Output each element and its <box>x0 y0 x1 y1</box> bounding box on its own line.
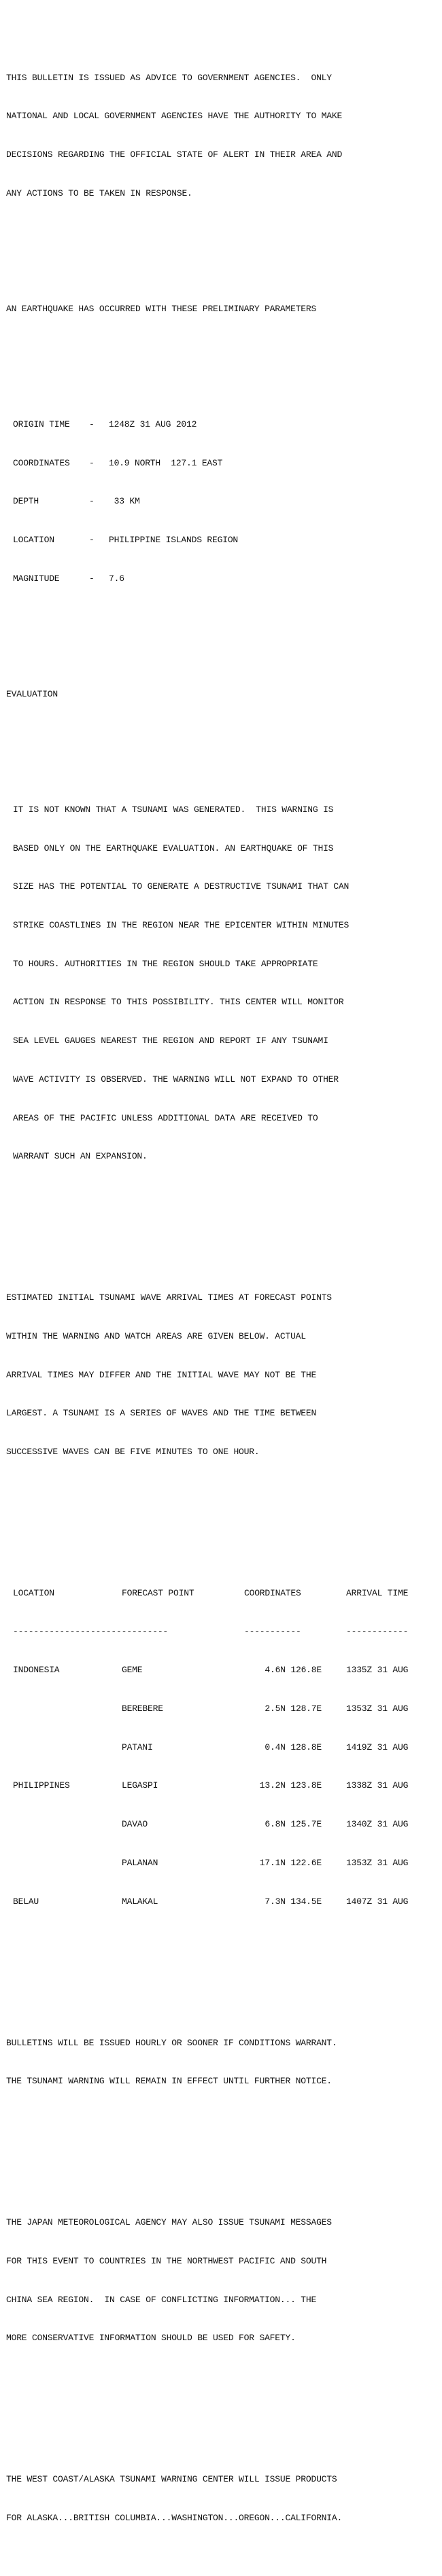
arrival-intro-line: SUCCESSIVE WAVES CAN BE FIVE MINUTES TO ONE HOUR. <box>6 1447 260 1458</box>
blank-line <box>6 1960 439 1973</box>
jma-note-line: FOR THIS EVENT TO COUNTRIES IN THE NORTHWEST PACIFIC AND SOUTH <box>6 2255 327 2266</box>
jma-note-line: THE JAPAN METEOROLOGICAL AGENCY MAY ALSO ISSUE TSUNAMI MESSAGES <box>6 2217 332 2228</box>
cell-arrival-time: 1338Z 31 AUG <box>346 1780 409 1791</box>
cell-coordinates: 6.8N 125.7E <box>265 1819 322 1830</box>
rule-location-point: ------------------------------ <box>13 1626 169 1637</box>
cell-coordinates: 0.4N 128.8E <box>265 1742 322 1752</box>
parameters-block <box>6 393 439 611</box>
cell-coordinates: 4.6N 126.8E <box>265 1665 322 1676</box>
table-row <box>6 1780 439 1793</box>
cell-arrival-time: 1335Z 31 AUG <box>346 1665 409 1676</box>
parameter-dash: - <box>89 457 95 468</box>
intro-line: THIS BULLETIN IS ISSUED AS ADVICE TO GOVERNMENT AGENCIES. ONLY <box>6 72 332 83</box>
jma-note-line: CHINA SEA REGION. IN CASE OF CONFLICTING INFORMATION... THE <box>6 2294 317 2305</box>
parameter-label: MAGNITUDE <box>13 573 60 584</box>
column-header-forecast-point: FORECAST POINT <box>122 1587 194 1598</box>
quake-header: AN EARTHQUAKE HAS OCCURRED WITH THESE PRELIMINARY PARAMETERS <box>6 303 317 314</box>
table-rule-row <box>6 1626 439 1639</box>
table-row <box>6 1896 439 1909</box>
cell-forecast-point: DAVAO <box>122 1819 148 1830</box>
evaluation-line: SIZE HAS THE POTENTIAL TO GENERATE A DESTRUCTIVE TSUNAMI THAT CAN <box>13 881 350 892</box>
arrival-intro-line: ESTIMATED INITIAL TSUNAMI WAVE ARRIVAL TIMES AT FORECAST POINTS <box>6 1292 332 1303</box>
parameter-value: 1248Z 31 AUG 2012 <box>109 419 197 429</box>
blank-line <box>6 1215 439 1228</box>
cell-coordinates: 13.2N 123.8E <box>259 1780 322 1791</box>
jma-note-line: MORE CONSERVATIVE INFORMATION SHOULD BE USED FOR SAFETY. <box>6 2333 296 2344</box>
cell-forecast-point: PALANAN <box>122 1857 158 1868</box>
cell-arrival-time: 1353Z 31 AUG <box>346 1857 409 1868</box>
cell-forecast-point: BEREBERE <box>122 1704 163 1714</box>
cell-coordinates: 17.1N 122.6E <box>259 1857 322 1868</box>
parameter-value: PHILIPPINE ISLANDS REGION <box>109 535 239 545</box>
table-row <box>6 1742 439 1754</box>
blank-line <box>6 2397 439 2410</box>
cell-forecast-point: GEME <box>122 1665 143 1676</box>
intro-line: DECISIONS REGARDING THE OFFICIAL STATE OF ALERT IN THEIR AREA AND <box>6 149 343 160</box>
parameter-dash: - <box>89 496 95 507</box>
intro-line: NATIONAL AND LOCAL GOVERNMENT AGENCIES HAVE THE AUTHORITY TO MAKE <box>6 111 343 122</box>
rule-coordinates: ----------- <box>244 1626 301 1637</box>
evaluation-header: EVALUATION <box>6 688 58 699</box>
table-row <box>6 1818 439 1831</box>
parameter-row <box>6 534 439 547</box>
cell-arrival-time: 1340Z 31 AUG <box>346 1819 409 1830</box>
parameter-dash: - <box>89 419 95 429</box>
parameter-label: DEPTH <box>13 496 39 507</box>
evaluation-line: ACTION IN RESPONSE TO THIS POSSIBILITY. THIS CENTER WILL MONITOR <box>13 997 344 1008</box>
wcatwc-note <box>6 2448 439 2550</box>
rule-arrival-time: ------------ <box>346 1626 409 1637</box>
bulletins-note-line: BULLETINS WILL BE ISSUED HOURLY OR SOONER IF CONDITIONS WARRANT. <box>6 2037 337 2048</box>
cell-forecast-point: LEGASPI <box>122 1780 158 1791</box>
tsunami-bulletin <box>6 7 439 2576</box>
parameter-row <box>6 495 439 508</box>
blank-line <box>6 727 439 740</box>
arrival-intro-line: ARRIVAL TIMES MAY DIFFER AND THE INITIAL WAVE MAY NOT BE THE <box>6 1369 317 1380</box>
bulletins-note <box>6 2011 439 2114</box>
column-header-location: LOCATION <box>13 1587 54 1598</box>
wcatwc-note-line: FOR ALASKA...BRITISH COLUMBIA...WASHINGTON...OREGON...CALIFORNIA. <box>6 2512 343 2523</box>
table-row <box>6 1857 439 1870</box>
column-header-arrival-time: ARRIVAL TIME <box>346 1587 409 1598</box>
cell-location: BELAU <box>13 1896 39 1907</box>
evaluation-line: IT IS NOT KNOWN THAT A TSUNAMI WAS GENERATED. THIS WARNING IS <box>13 804 334 815</box>
blank-line <box>6 2140 439 2153</box>
evaluation-line: SEA LEVEL GAUGES NEAREST THE REGION AND REPORT IF ANY TSUNAMI <box>13 1036 328 1046</box>
parameter-row <box>6 419 439 431</box>
parameter-row <box>6 573 439 586</box>
arrival-times-table <box>6 1562 439 1934</box>
evaluation-paragraph <box>6 778 439 1189</box>
parameter-dash: - <box>89 535 95 545</box>
evaluation-line: WARRANT SUCH AN EXPANSION. <box>13 1151 148 1162</box>
blank-line <box>6 1511 439 1523</box>
cell-arrival-time: 1419Z 31 AUG <box>346 1742 409 1752</box>
wcatwc-note-line: THE WEST COAST/ALASKA TSUNAMI WARNING CENTER WILL ISSUE PRODUCTS <box>6 2474 337 2485</box>
jma-note <box>6 2191 439 2371</box>
bulletins-note-line: THE TSUNAMI WARNING WILL REMAIN IN EFFECT UNTIL FURTHER NOTICE. <box>6 2076 332 2087</box>
cell-arrival-time: 1407Z 31 AUG <box>346 1896 409 1907</box>
arrival-intro-paragraph <box>6 1266 439 1484</box>
evaluation-line: WAVE ACTIVITY IS OBSERVED. THE WARNING WILL NOT EXPAND TO OTHER <box>13 1074 339 1084</box>
cell-location: INDONESIA <box>13 1665 60 1676</box>
cell-coordinates: 2.5N 128.7E <box>265 1704 322 1714</box>
parameter-value: 7.6 <box>109 573 124 584</box>
parameter-label: LOCATION <box>13 535 54 545</box>
parameter-value: 33 KM <box>109 496 140 507</box>
cell-coordinates: 7.3N 134.5E <box>265 1896 322 1907</box>
parameter-value: 10.9 NORTH 127.1 EAST <box>109 457 223 468</box>
evaluation-line: TO HOURS. AUTHORITIES IN THE REGION SHOULD TAKE APPROPRIATE <box>13 958 318 969</box>
intro-line: ANY ACTIONS TO BE TAKEN IN RESPONSE. <box>6 188 192 198</box>
cell-forecast-point: PATANI <box>122 1742 153 1752</box>
parameter-dash: - <box>89 573 95 584</box>
table-row <box>6 1664 439 1677</box>
cell-arrival-time: 1353Z 31 AUG <box>346 1704 409 1714</box>
parameter-label: ORIGIN TIME <box>13 419 70 429</box>
blank-line <box>6 341 439 354</box>
blank-line <box>6 637 439 650</box>
arrival-intro-line: LARGEST. A TSUNAMI IS A SERIES OF WAVES AND THE TIME BETWEEN <box>6 1408 317 1419</box>
arrival-intro-line: WITHIN THE WARNING AND WATCH AREAS ARE GIVEN BELOW. ACTUAL <box>6 1330 306 1341</box>
evaluation-line: AREAS OF THE PACIFIC UNLESS ADDITIONAL DATA ARE RECEIVED TO <box>13 1112 318 1123</box>
blank-line <box>6 251 439 264</box>
column-header-coordinates: COORDINATES <box>244 1587 301 1598</box>
cell-location: PHILIPPINES <box>13 1780 70 1791</box>
intro-paragraph <box>6 46 439 226</box>
table-row <box>6 1703 439 1716</box>
parameter-label: COORDINATES <box>13 457 70 468</box>
evaluation-line: STRIKE COASTLINES IN THE REGION NEAR THE EPICENTER WITHIN MINUTES <box>13 920 350 931</box>
evaluation-line: BASED ONLY ON THE EARTHQUAKE EVALUATION. AN EARTHQUAKE OF THIS <box>13 843 334 853</box>
parameter-row <box>6 457 439 470</box>
table-header-row <box>6 1587 439 1600</box>
cell-forecast-point: MALAKAL <box>122 1896 158 1907</box>
